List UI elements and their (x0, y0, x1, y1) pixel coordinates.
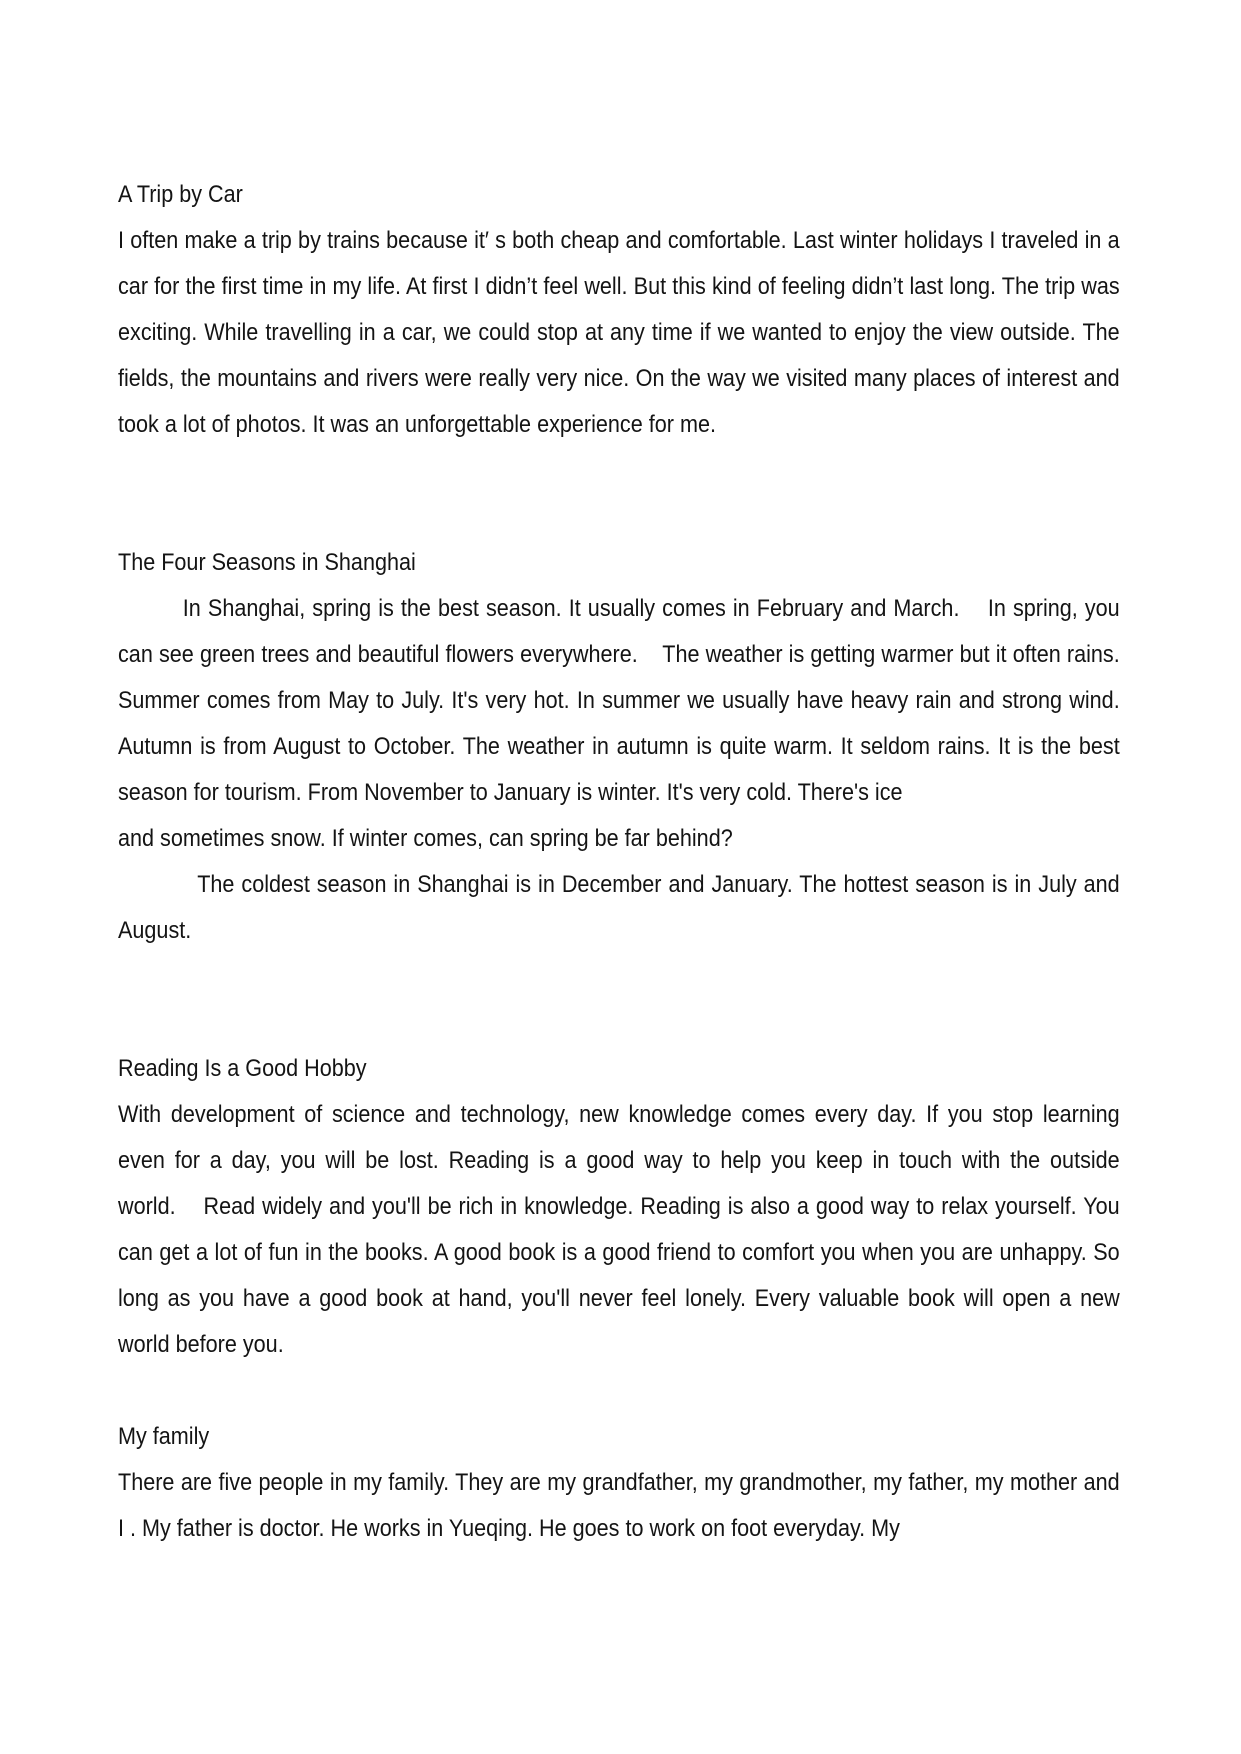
document-body (118, 172, 1120, 1552)
section-title-my-family: My family (118, 1423, 210, 1450)
paragraph-four-seasons-3: The coldest season in Shanghai is in December and January. The hottest season is in July and August. (118, 871, 1120, 944)
paragraph-my-family: There are five people in my family. They are my grandfather, my grandmother, my father, my mother and I . My father is doctor. He works in Yueqing. He goes to work on foot everyday. My (118, 1469, 1120, 1542)
paragraph-four-seasons-1: In Shanghai, spring is the best season. It usually comes in February and March. In spring, you can see green trees and beautiful flowers everywhere. The weather is getting warmer but it often rains. Summer comes from May to July. It's very hot. In summer we usually have heavy rain and strong wind. Autumn is from August to October. The weather in autumn is quite warm. It seldom rains. It is the best season for tourism. From November to January is winter. It's very cold. There's ice (118, 595, 1120, 806)
section-spacer (118, 954, 1120, 1046)
section-title-four-seasons: The Four Seasons in Shanghai (118, 549, 416, 576)
document-page (118, 172, 1120, 1552)
section-title-reading-hobby: Reading Is a Good Hobby (118, 1055, 367, 1082)
paragraph-four-seasons-2: and sometimes snow. If winter comes, can spring be far behind? (118, 825, 733, 852)
paragraph-reading-hobby: With development of science and technology, new knowledge comes every day. If you stop learning even for a day, you will be lost. Reading is a good way to help you keep in touch with the outside world. Read widely and you'll be rich in knowledge. Reading is also a good way to relax yourself. You can get a lot of fun in the books. A good book is a good friend to comfort you when you are unhappy. So long as you have a good book at hand, you'll never feel lonely. Every valuable book will open a new world before you. (118, 1101, 1120, 1358)
section-spacer (118, 448, 1120, 540)
section-spacer (118, 1368, 1120, 1414)
paragraph-trip-by-car: I often make a trip by trains because it′ s both cheap and comfortable. Last winter holidays I traveled in a car for the first time in my life. At first I didn’t feel well. But this kind of feeling didn’t last long. The trip was exciting. While travelling in a car, we could stop at any time if we wanted to enjoy the view outside. The fields, the mountains and rivers were really very nice. On the way we visited many places of interest and took a lot of photos. It was an unforgettable experience for me. (118, 227, 1120, 438)
section-title-trip-by-car: A Trip by Car (118, 181, 243, 208)
